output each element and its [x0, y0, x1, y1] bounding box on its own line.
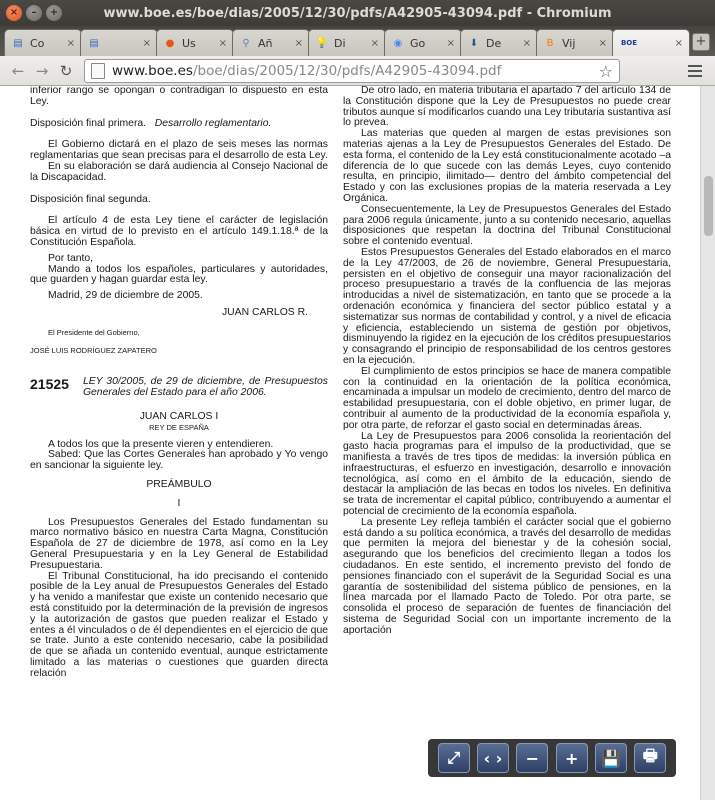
tab-close-icon[interactable]: × — [598, 37, 607, 49]
section-numeral: I — [177, 497, 181, 509]
tab-close-icon[interactable]: × — [142, 37, 151, 49]
paragraph: El artículo 4 de esta Ley tiene el carácter de legislación básica en virtud de lo previsto en el artículo 149.1.18.ª de la Constitución Española. — [30, 215, 328, 248]
king-name: JUAN CARLOS I — [139, 410, 219, 422]
fit-width-button[interactable]: ‹ › — [477, 743, 509, 773]
window-close-button[interactable]: × — [6, 5, 22, 21]
print-button[interactable]: 🖶 — [634, 743, 666, 773]
tab-6[interactable] — [384, 29, 462, 56]
zoom-in-button[interactable]: + — [556, 743, 588, 773]
zoom-out-button[interactable]: − — [516, 743, 548, 773]
tab-3[interactable] — [156, 29, 234, 56]
bookmark-star-icon[interactable]: ☆ — [598, 62, 613, 81]
tab-label: Di — [334, 36, 346, 50]
window-controls — [6, 5, 62, 21]
paragraph: En su elaboración se dará audiencia al Consejo Nacional de la Discapacidad. — [30, 160, 328, 183]
vertical-scrollbar[interactable] — [700, 86, 715, 800]
paragraph: Mando a todos los españoles, particulares y autoridades, que guarden y hagan guardar esta ley. — [30, 263, 328, 286]
tab-9[interactable] — [612, 29, 690, 56]
boe-icon: BOE — [620, 39, 638, 47]
window-minimize-button[interactable]: – — [26, 5, 42, 21]
pdf-viewer[interactable] — [0, 86, 715, 800]
tab-7[interactable] — [460, 29, 538, 56]
tab-1[interactable] — [4, 29, 82, 56]
tab-close-icon[interactable]: × — [294, 37, 303, 49]
tab-close-icon[interactable]: × — [446, 37, 455, 49]
paragraph: Estos Presupuestos Generales del Estado elaborados en el marco de la Ley 47/2003, de 26 de noviembre, General Presupuestaria, persisten en el objetivo de conseguir una mayor racionalización del proceso presupuestario a través de la confluencia de las mejoras introducidas a nivel de sistematización, en tanto que se procede a la ordenación económica y financiera del sector público estatal y a sistematizar sus normas de contabilidad y control, y a nivel de eficacia y eficiencia, estableciendo un sistema de gestión por objetivos, disminuyendo la rigidez en la ejecución de los créditos presupuestarios y consagrando el principio de responsabilidad de los centros gestores en la ejecución. — [343, 246, 671, 366]
tab-8[interactable] — [536, 29, 614, 56]
paragraph: De otro lado, en materia tributaria el apartado 7 del artículo 134 de la Constitución dispone que la Ley de Presupuestos no puede crear tributos aunque sí modificarlos cuando una Ley tributaria sustantiva así lo prevea. — [343, 86, 671, 129]
tab-label: Vij — [562, 36, 576, 50]
paragraph: Por tanto, — [48, 252, 94, 264]
paragraph: El Gobierno dictará en el plazo de seis meses las normas reglamentarias que sean precisas para el desarrollo de esta Ley. — [30, 139, 328, 162]
tab-close-icon[interactable]: × — [370, 37, 379, 49]
url-host: www.boe.es — [112, 63, 193, 79]
paragraph: Las materias que queden al margen de estas previsiones son materias ajenas a la Ley de Presupuestos Generales del Estado. De esta forma, el contenido de la Ley está constitucionalmente acotado –a diferencia de lo que sucede con las demás Leyes, cuyo contenido resulta, en principio, ilimitado— dentro del ámbito competencial del Estado y con las exclusiones propias de la materia reservada a Ley Orgánica. — [343, 128, 671, 204]
paragraph: inferior rango se opongan o contradigan lo dispuesto en esta Ley. — [30, 86, 328, 107]
reload-button[interactable]: ↻ — [59, 62, 73, 80]
scrollbar-thumb[interactable] — [704, 176, 713, 236]
law-number: 21525 — [30, 375, 69, 392]
right-column — [343, 86, 671, 637]
google-icon: ◉ — [393, 37, 403, 49]
fit-page-button[interactable]: ⤢ — [438, 743, 470, 773]
paragraph: El Tribunal Constitucional, ha ido precisando el contenido posible de la Ley anual de Presupuestos Generales del Estado y ha venido a manifestar que existe un contenido necesario que está constituido por la determinación de la previsión de ingresos y la autorización de gastos que pueden realizar el Estado y entes a él vinculados o de él dependientes en el ejercicio de que se trate. Junto a este contenido necesario, cabe la posibilidad de que se añada un contenido eventual, aunque estrictamente limitado a las materias o cuestiones que guarden directa relación — [30, 570, 328, 679]
new-tab-button[interactable]: + — [692, 33, 710, 51]
search-icon: ⚲ — [242, 37, 250, 49]
page-icon — [91, 63, 105, 79]
paragraph: Sabed: Que las Cortes Generales han aprobado y Yo vengo en sancionar la siguiente ley. — [30, 449, 328, 472]
save-button[interactable]: 💾 — [595, 743, 627, 773]
president-name: JOSÉ LUIS RODRÍGUEZ ZAPATERO — [30, 345, 157, 355]
signature: JUAN CARLOS R. — [221, 306, 308, 318]
document-icon: ▤ — [89, 37, 99, 49]
paragraph: La presente Ley refleja también el carácter social que el gobierno está dando a su política económica, a través del desarrollo de medidas que permiten la mejora del bienestar y de la cohesión social, asegurando que los beneficios del crecimiento llegan a todos los ciudadanos. En este sentido, el incremento previsto del fondo de pensiones financiado con el superávit de la Seguridad Social es una garantía de sostenibilidad del sistema público de pensiones, en la línea marcada por el llamado Pacto de Toledo. Por otra parte, se consolida el proceso de separación de fuentes de financiación del sistema de Seguridad Social con un importante incremento de la aportación — [343, 516, 671, 636]
address-bar[interactable] — [84, 59, 620, 83]
window-title: www.boe.es/boe/dias/2005/12/30/pdfs/A42905-43094.pdf - Chromium — [103, 5, 612, 21]
heading-label: Disposición final primera. — [30, 117, 147, 129]
heading — [30, 119, 328, 130]
forward-button[interactable]: → — [35, 62, 49, 80]
tab-close-icon[interactable]: × — [66, 37, 75, 49]
tab-close-icon[interactable]: × — [522, 37, 531, 49]
tab-label: Añ — [258, 36, 273, 50]
law-title: LEY 30/2005, de 29 de diciembre, de Presupuestos Generales del Estado para el año 2006. — [82, 375, 328, 398]
bulb-icon: 💡 — [315, 37, 329, 49]
document-icon: ▤ — [13, 37, 23, 49]
tab-label: Go — [410, 36, 426, 50]
tab-strip — [0, 26, 715, 56]
president-title: El Presidente del Gobierno, — [48, 327, 140, 337]
circle-icon: ● — [165, 37, 175, 49]
date-line: Madrid, 29 de diciembre de 2005. — [48, 290, 203, 302]
tab-5[interactable] — [308, 29, 386, 56]
window-maximize-button[interactable]: + — [46, 5, 62, 21]
heading-title: Desarrollo reglamentario. — [154, 117, 272, 129]
left-column — [30, 86, 328, 679]
preamble-heading: PREÁMBULO — [146, 478, 212, 490]
tab-label: Co — [30, 36, 45, 50]
paragraph: A todos los que la presente vieren y entendieren. — [48, 438, 274, 450]
browser-toolbar — [0, 56, 715, 86]
paragraph: Consecuentemente, la Ley de Presupuestos Generales del Estado para 2006 regula únicamente, junto a su contenido necesario, aquellas disposiciones que respetan la doctrina del Tribunal Constitucional sobre el contenido eventual. — [343, 203, 671, 248]
back-button[interactable]: ← — [11, 62, 25, 80]
tab-2[interactable] — [80, 29, 158, 56]
heading: Disposición final segunda. — [30, 193, 151, 205]
paragraph: Los Presupuestos Generales del Estado fundamentan su marco normativo básico en nuestra Carta Magna, Constitución Española de 27 de diciembre de 1978, así como en la Ley General Presupuestaria y en la Ley General de Estabilidad Presupuestaria. — [30, 516, 328, 571]
pdf-page — [0, 86, 700, 800]
pdf-toolbar — [428, 739, 676, 777]
tab-4[interactable] — [232, 29, 310, 56]
window-titlebar — [0, 0, 715, 26]
law-header — [30, 376, 328, 398]
download-icon: ⬇ — [469, 37, 479, 49]
tab-label: Us — [182, 36, 196, 50]
menu-icon[interactable] — [684, 61, 706, 81]
king-title: REY DE ESPAÑA — [149, 422, 209, 432]
tab-close-icon[interactable]: × — [674, 37, 683, 49]
paragraph: La Ley de Presupuestos para 2006 consolida la reorientación del gasto hacia programas para el impulso de la productividad, que se manifiesta a través de tres tipos de medidas: la inversión pública en infraestructuras, el esfuerzo en investigación, desarrollo e innovación tecnológica, así como en el ámbito de la educación, siendo de destacar la ampliación de las becas en todos los niveles. En definitiva se trata de incrementar el capital público, contribuyendo a aumentar el potencial de crecimiento de la economía española. — [343, 430, 671, 518]
tab-label: De — [486, 36, 502, 50]
paragraph: El cumplimiento de estos principios se hace de manera compatible con la continuidad en la orientación de la política económica, encaminada a impulsar un modelo de crecimiento, dentro del marco de estabilidad presupuestaria, con el doble objetivo, en primer lugar, de contribuir al aumento de la productividad de la economía española y, por otra parte, de reforzar el gasto social en determinadas áreas. — [343, 365, 671, 431]
tab-close-icon[interactable]: × — [218, 37, 227, 49]
url-path: /boe/dias/2005/12/30/pdfs/A42905-43094.pdf — [192, 63, 502, 79]
blogger-icon: B — [546, 37, 554, 49]
